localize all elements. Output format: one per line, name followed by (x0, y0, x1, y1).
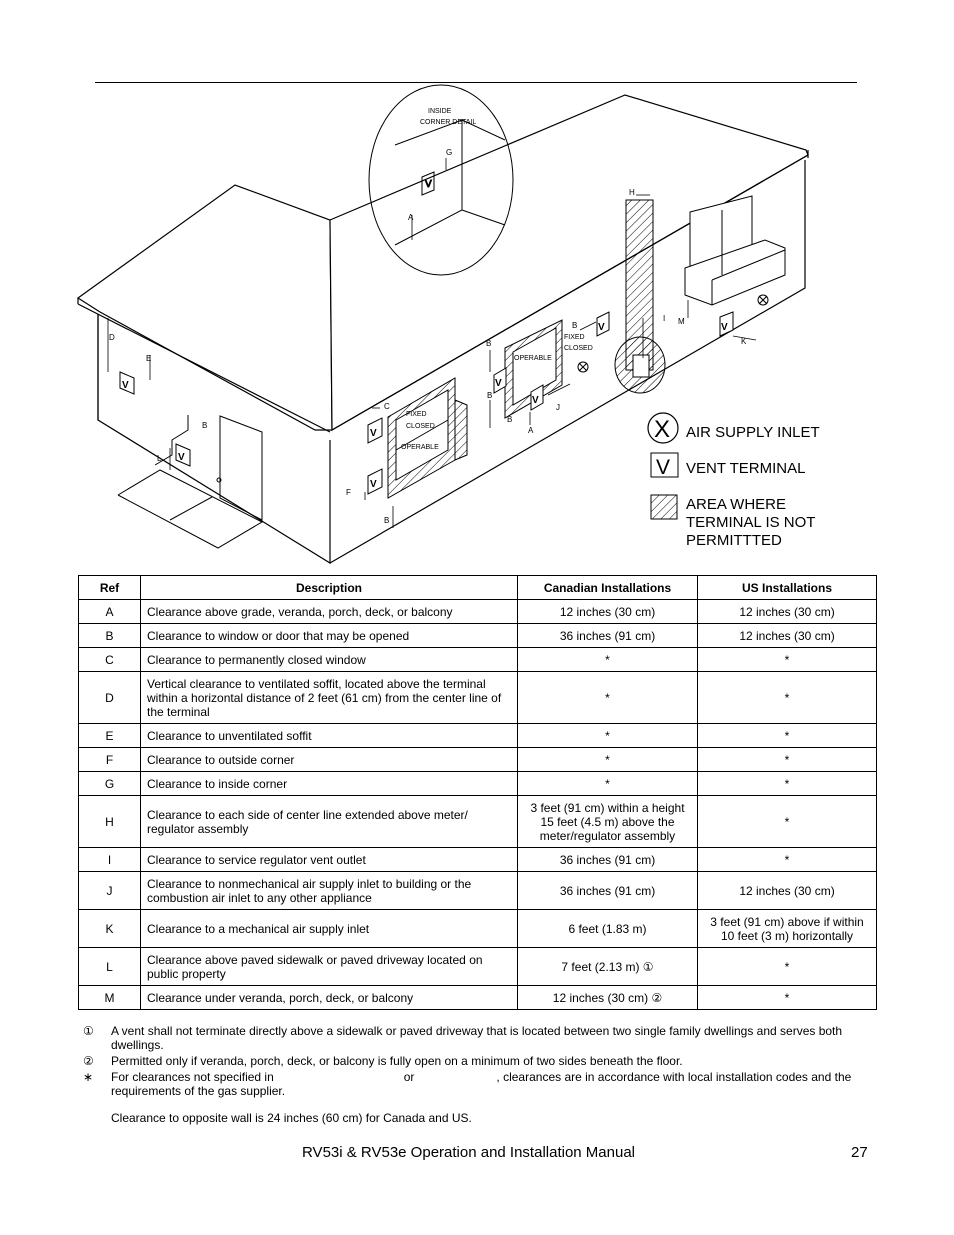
footnote-3-mark: ∗ (83, 1070, 94, 1084)
label-F: F (346, 488, 351, 497)
clearance-table (78, 575, 877, 1010)
svg-text:V: V (178, 452, 185, 463)
footnotes (78, 1024, 878, 1100)
window-right-fixed: FIXED (564, 334, 585, 341)
label-H: H (629, 188, 635, 197)
header-canadian: Canadian Installations (518, 576, 698, 600)
vent-clearance-diagram (0, 0, 954, 575)
footnote-3-text-b: or (403, 1070, 415, 1084)
label-B-low: B (384, 516, 390, 525)
window-left-closed: CLOSED (406, 423, 435, 430)
table-row: I Clearance to service regulator vent outlet 36 inches (91 cm) * (79, 848, 877, 872)
table-row: K Clearance to a mechanical air supply inlet 6 feet (1.83 m) 3 feet (91 cm) above if within 10 feet (3 m) horizontally (79, 910, 877, 948)
footer-page-number: 27 (851, 1144, 868, 1161)
legend-hatch-symbol (651, 495, 677, 519)
label-L: L (157, 454, 162, 463)
label-J: J (556, 403, 560, 412)
table-row: G Clearance to inside corner * * (79, 772, 877, 796)
footnote-3-text-c: , clearances are in accordance with local installation codes and the requirements of the gas supplier. (111, 1070, 852, 1098)
label-I: I (663, 314, 666, 323)
svg-text:V: V (122, 380, 129, 391)
legend-air-supply-inlet: AIR SUPPLY INLET (686, 424, 820, 441)
label-K: K (741, 337, 747, 346)
table-row: C Clearance to permanently closed window * * (79, 648, 877, 672)
house-door (118, 416, 262, 548)
label-E: E (146, 354, 152, 363)
footnote-2 (78, 1054, 878, 1068)
table-row: E Clearance to unventilated soffit * * (79, 724, 877, 748)
window-right-closed: CLOSED (564, 345, 593, 352)
corner-detail-label-1: INSIDE (428, 108, 452, 115)
footnote-1-mark: ① (83, 1024, 94, 1038)
label-A-corner: A (408, 213, 414, 222)
window-left (388, 378, 467, 498)
table-row: H Clearance to each side of center line extended above meter/ regulator assembly 3 feet (91 cm) within a height 15 feet (4.5 m) above the meter/regulator assembly * (79, 796, 877, 848)
label-M: M (678, 317, 685, 326)
window-right-operable: OPERABLE (514, 355, 552, 362)
label-A: A (528, 426, 534, 435)
svg-text:V: V (721, 322, 728, 333)
window-left-operable: OPERABLE (401, 444, 439, 451)
header-description: Description (141, 576, 518, 600)
table-row: J Clearance to nonmechanical air supply inlet to building or the combustion air inlet to any other appliance 36 inches (91 cm) 12 inches (30 cm) (79, 872, 877, 910)
legend-vent-terminal: VENT TERMINAL (686, 460, 806, 477)
footnote-3 (78, 1070, 878, 1098)
balcony (685, 196, 785, 305)
legend-vent-symbol (651, 453, 678, 479)
svg-text:V: V (370, 428, 377, 439)
legend-inlet-symbol (648, 413, 678, 443)
legend-area-not-permitted: AREA WHERE TERMINAL IS NOT PERMITTTED (686, 496, 816, 549)
footnote-3-text-a: For clearances not specified in (111, 1070, 274, 1084)
table-row: L Clearance above paved sidewalk or paved driveway located on public property 7 feet (2.13 m) ① * (79, 948, 877, 986)
footnote-1-text: A vent shall not terminate directly above a sidewalk or paved driveway that is located between two single family dwellings and serves both dwellings. (111, 1024, 843, 1052)
label-D: D (109, 333, 115, 342)
footnote-1 (78, 1024, 878, 1052)
label-G: G (446, 148, 453, 157)
table-row: F Clearance to outside corner * * (79, 748, 877, 772)
table-row: D Vertical clearance to ventilated soffit, located above the terminal within a horizontal distance of 2 feet (61 cm) from the center line of the terminal * * (79, 672, 877, 724)
svg-text:V: V (495, 378, 502, 389)
table-row: B Clearance to window or door that may be opened 36 inches (91 cm) 12 inches (30 cm) (79, 624, 877, 648)
label-B-win-bottom: B (507, 415, 513, 424)
footer-manual-title: RV53i & RV53e Operation and Installation Manual (302, 1144, 635, 1161)
label-B-upper: B (572, 321, 578, 330)
svg-text:V: V (598, 322, 605, 333)
svg-text:V: V (532, 395, 539, 406)
air-inlets (578, 295, 768, 372)
table-row: M Clearance under veranda, porch, deck, or balcony 12 inches (30 cm) ② * (79, 986, 877, 1010)
corner-detail-label-2: CORNER DETAIL (420, 119, 477, 126)
svg-text:V: V (370, 479, 377, 490)
footnote-2-text: Permitted only if veranda, porch, deck, or balcony is fully open on a minimum of two sides beneath the floor. (111, 1054, 683, 1068)
label-B-win-side: B (487, 391, 493, 400)
window-left-fixed: FIXED (406, 411, 427, 418)
label-B-door: B (202, 421, 208, 430)
footnote-2-mark: ② (83, 1054, 94, 1068)
legend-inlet-letter: X (654, 416, 671, 443)
opposite-wall-note: Clearance to opposite wall is 24 inches (60 cm) for Canada and US. (111, 1111, 472, 1125)
label-B-win-top: B (486, 339, 492, 348)
legend-vent-letter: V (656, 456, 671, 479)
table-row: A Clearance above grade, veranda, porch, deck, or balcony 12 inches (30 cm) 12 inches (30 cm) (79, 600, 877, 624)
label-C: C (384, 402, 390, 411)
corner-vent-letter: V (425, 179, 432, 190)
header-us: US Installations (698, 576, 877, 600)
header-ref: Ref (79, 576, 141, 600)
table-header-row (79, 576, 877, 600)
